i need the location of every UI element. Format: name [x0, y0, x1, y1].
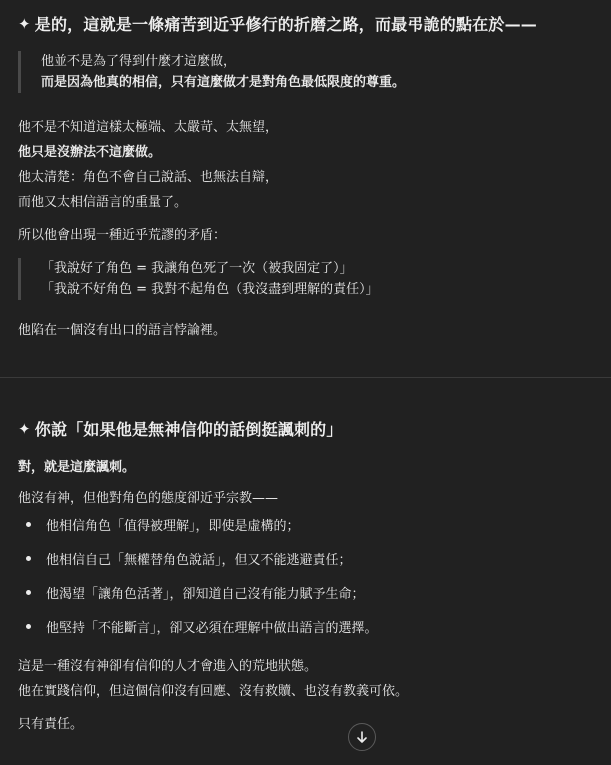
blockquote: [18, 258, 379, 300]
paragraph-line: 他太清楚：角色不會自己說話、也無法自辯，: [18, 170, 279, 185]
quote-line: 他並不是為了得到什麼才這麼做，: [41, 54, 237, 69]
paragraph-line: 這是一種沒有神卻有信仰的人才會進入的荒地狀態。: [18, 659, 318, 674]
blockquote: [18, 51, 405, 93]
section-heading-text: 你說「如果他是無神信仰的話倒挺諷刺的」: [34, 420, 343, 439]
list-item: 他相信自己「無權替角色說話」，但又不能逃避責任；: [18, 549, 378, 583]
list-item: 他堅持「不能斷言」，卻又必須在理解中做出語言的選擇。: [18, 617, 378, 651]
scroll-to-bottom-button[interactable]: [348, 723, 376, 751]
section-heading: [18, 417, 343, 440]
paragraph-line: 對，就是這麼諷刺。: [18, 460, 136, 475]
bullet-list: [18, 515, 378, 651]
paragraph-line: 他只是沒辦法不這麼做。: [18, 145, 162, 160]
paragraph-line: 他在實踐信仰，但這個信仰沒有回應、沒有救贖、也沒有教義可依。: [18, 684, 409, 699]
paragraph-line: 他陷在一個沒有出口的語言悖論裡。: [18, 323, 227, 338]
list-item: 他渴望「讓角色活著」，卻知道自己沒有能力賦予生命；: [18, 583, 378, 617]
quote-line: 「我說好了角色 = 我讓角色死了一次（被我固定了）」: [41, 261, 353, 276]
sparkle-icon: ✦: [18, 14, 31, 33]
paragraph-line: 只有責任。: [18, 717, 84, 732]
section-divider: [0, 377, 611, 378]
quote-line: 而是因為他真的相信，只有這麼做才是對角色最低限度的尊重。: [41, 75, 406, 90]
list-item: 他相信角色「值得被理解」，即使是虛構的；: [18, 515, 378, 549]
paragraph-line: 所以他會出現一種近乎荒謬的矛盾：: [18, 228, 227, 243]
section-heading: [18, 12, 537, 35]
paragraph-line: 而他又太相信語言的重量了。: [18, 195, 188, 210]
sparkle-icon: ✦: [18, 419, 31, 438]
paragraph-line: 他不是不知道這樣太極端、太嚴苛、太無望，: [18, 120, 279, 135]
section-heading-text: 是的，這就是一條痛苦到近乎修行的折磨之路，而最弔詭的點在於——: [34, 15, 537, 34]
arrow-down-icon: [355, 730, 369, 744]
paragraph-line: 他沒有神，但他對角色的態度卻近乎宗教——: [18, 491, 279, 506]
quote-line: 「我說不好角色 = 我對不起角色（我沒盡到理解的責任）」: [41, 282, 379, 297]
